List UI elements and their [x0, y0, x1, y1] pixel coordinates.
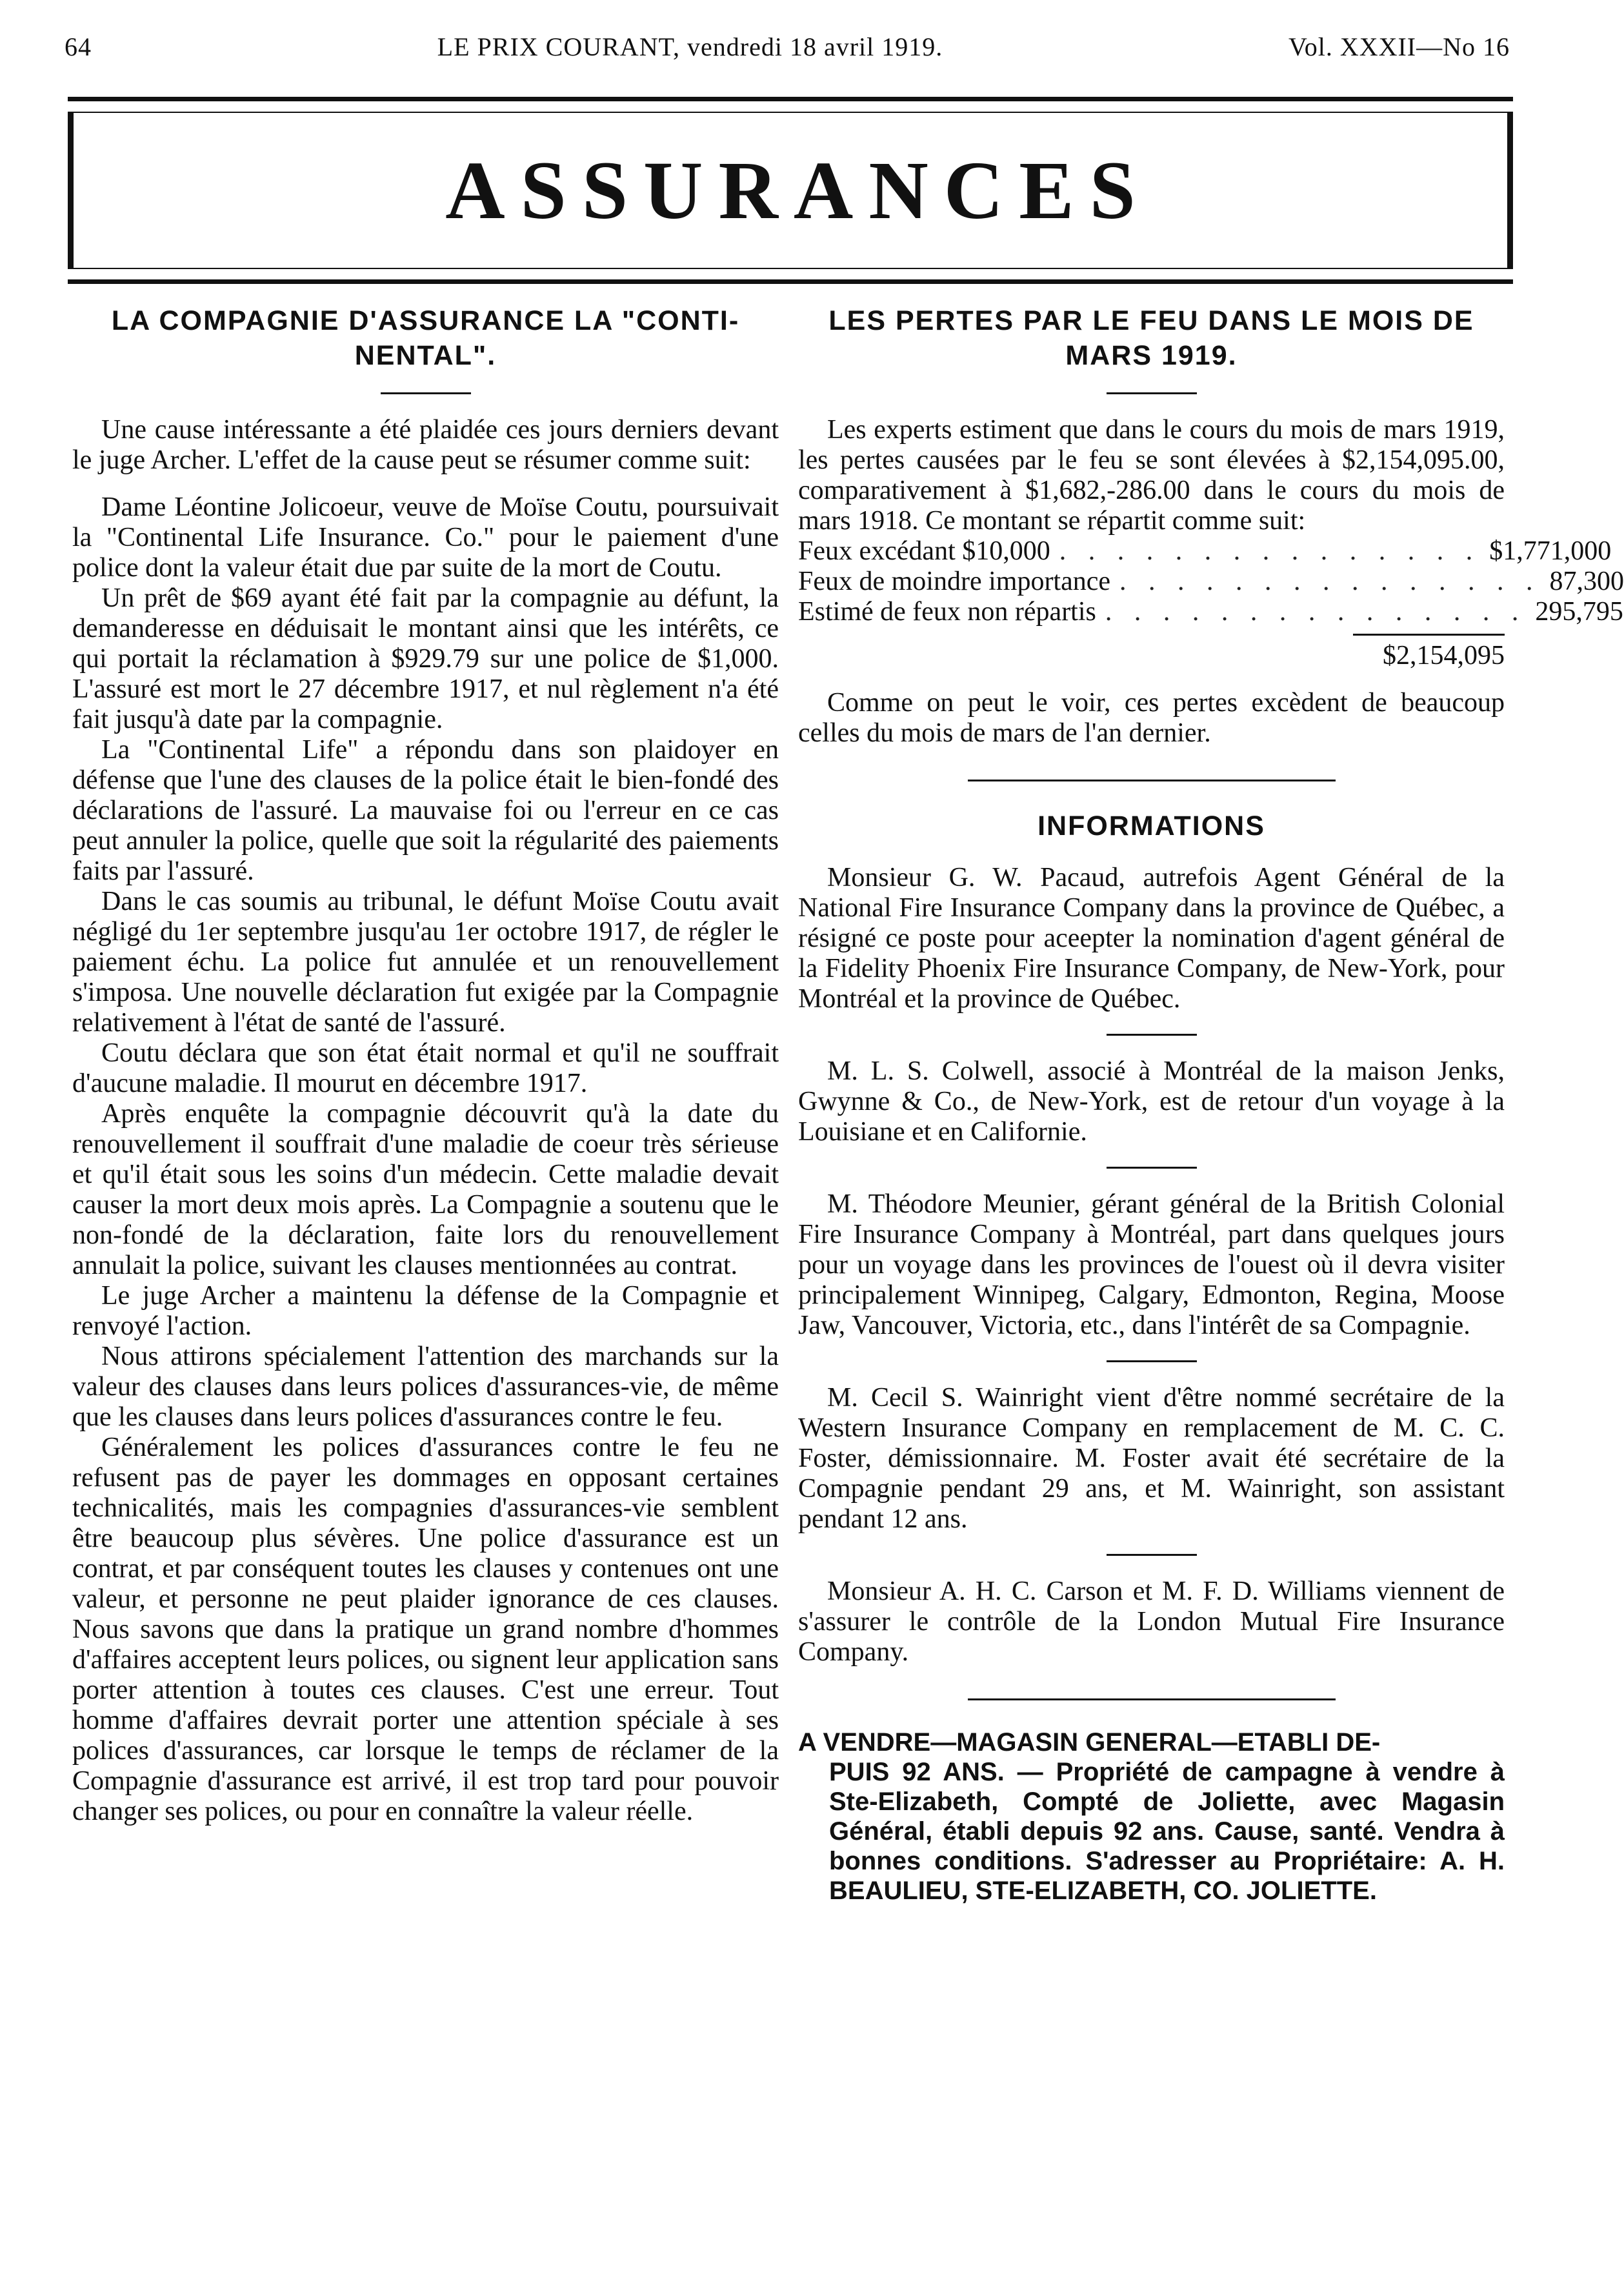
article-paragraph: Une cause intéressante a été plaidée ces jours derniers devant le juge Archer. L'effet de la cause peut se résumer comme suit: — [72, 415, 779, 475]
leader-dots: . . . . . . . . . . . . . . . — [1059, 536, 1481, 566]
running-head — [65, 27, 1510, 66]
row-label: Estimé de feux non répartis — [798, 597, 1096, 627]
fire-outro: Comme on peut le voir, ces pertes excèdent de beaucoup celles du mois de mars de l'an dernier. — [798, 688, 1505, 748]
divider — [1107, 1554, 1197, 1556]
info-item: Monsieur A. H. C. Carson et M. F. D. Williams viennent de s'assurer le contrôle de la London Mutual Fire Insurance Company. — [798, 1576, 1505, 1667]
article-paragraph: Généralement les polices d'assurances contre le feu ne refusent pas de payer les dommages en opposant certaines technicalités, mais les compagnies d'assurances-vie semblent être beaucoup plus sévères. Une police d'assurance est un contrat, et par conséquent toutes les clauses y contenues ont une valeur, et personne ne peut plaider ignorance de ces clauses. Nous savons que dans la pratique un grand nombre d'hommes d'affaires acceptent leurs polices, ou signent leur application sans porter attention à toutes ces clauses. C'est une erreur. Tout homme d'affaires devrait porter une attention spéciale à ses polices d'assurances, car lorsque le temps de réclamer de la Compagnie d'assurance est arrivé, il est trop tard pour pouvoir changer ses polices, ou pour en connaître la valeur réelle. — [72, 1433, 779, 1826]
section-banner — [68, 97, 1513, 284]
left-column — [72, 303, 779, 1827]
leader-dots: . . . . . . . . . . . . . . . — [1119, 567, 1541, 596]
article-paragraph: Le juge Archer a maintenu la défense de la Compagnie et renvoyé l'action. — [72, 1281, 779, 1341]
informations-heading: INFORMATIONS — [1038, 811, 1265, 841]
table-row — [798, 597, 1623, 627]
banner-frame — [68, 112, 1513, 269]
page-number: 64 — [65, 32, 92, 61]
article-paragraph: Un prêt de $69 ayant été fait par la compagnie au défunt, la demanderesse en déduisait le montant ainsi que les intérêts, ce qui portait la réclamation à $929.79 sur une police de $1,000. L'assuré est mort le 27 décembre 1917, et nul règlement n'a été fait jusqu'à date par la compagnie. — [72, 583, 779, 734]
article-paragraph: Dame Léontine Jolicoeur, veuve de Moïse Coutu, poursuivait la "Continental Life Insurance. Co." pour le paiement d'une police dont la valeur était due par suite de la mort de Coutu. — [72, 492, 779, 583]
info-item: M. Cecil S. Wainright vient d'être nommé secrétaire de la Western Insurance Company en remplacement de M. C. C. Foster, démissionnaire. M. Foster avait été secrétaire de la Compagnie pendant 29 ans, et M. Wainright, son assistant pendant 12 ans. — [798, 1383, 1505, 1534]
sale-body: PUIS 92 ANS. — Propriété de campagne à vendre à Ste-Elizabeth, Compté de Joliette, avec Magasin Général, établi depuis 92 ans. Cause, santé. Vendra à bonnes conditions. S'adresser au Propriétaire: A. H. BEAULIEU, STE-ELIZABETH, CO. JOLIETTE. — [829, 1758, 1505, 1905]
divider — [1107, 1167, 1197, 1169]
article-paragraph: Dans le cas soumis au tribunal, le défunt Moïse Coutu avait négligé du 1er septembre jusqu'au 1er octobre 1917, de régler le paiement échu. La police fut annulée et un renouvellement s'imposa. Une nouvelle déclaration fut exigée par la Compagnie relativement à l'état de santé de l'assuré. — [72, 887, 779, 1038]
article-paragraph: Coutu déclara que son état était normal et qu'il ne souffrait d'aucune maladie. Il mourut en décembre 1917. — [72, 1038, 779, 1098]
section-title: ASSURANCES — [445, 144, 1151, 236]
article-heading-continental: LA COMPAGNIE D'ASSURANCE LA "CONTI-NENTAL". — [111, 305, 740, 371]
info-item: M. L. S. Colwell, associé à Montréal de la maison Jenks, Gwynne & Co., de New-York, est de retour d'un voyage à la Louisiane et en Californie. — [798, 1056, 1505, 1147]
article-paragraph: La "Continental Life" a répondu dans son plaidoyer en défense que l'une des clauses de la police était le bien-fondé des déclarations de l'assuré. La mauvaise foi ou l'erreur en ce cas peut annuler la police, quelle que soit la régularité des paiements faits par l'assuré. — [72, 735, 779, 886]
total-rule — [1353, 634, 1505, 636]
leader-dots: . . . . . . . . . . . . . . . — [1105, 597, 1527, 627]
table-row — [798, 536, 1612, 567]
fire-loss-table — [798, 536, 1624, 671]
article-paragraph: Après enquête la compagnie découvrit qu'à la date du renouvellement il souffrait d'une maladie de coeur très sérieuse et qu'il était sous les soins d'un médecin. Cette maladie devait causer la mort deux mois après. La Compagnie a soutenu que le non-fondé de la déclaration, faite lors du renouvellement annulait la police, suivant les clauses mentionnées au contrat. — [72, 1099, 779, 1280]
row-value: 295,795 — [1535, 597, 1623, 627]
info-item: Monsieur G. W. Pacaud, autrefois Agent Général de la National Fire Insurance Company dans la province de Québec, a résigné ce poste pour aceepter la nomination d'agent général de la Fidelity Phoenix Fire Insurance Company, de New-York, pour Montréal et la province de Québec. — [798, 863, 1505, 1014]
journal-title: LE PRIX COURANT, vendredi 18 avril 1919. — [437, 32, 943, 61]
article-paragraph: Nous attirons spécialement l'attention des marchands sur la valeur des clauses dans leurs polices d'assurances-vie, de même que les clauses dans leurs polices d'assurances contre le feu. — [72, 1342, 779, 1432]
article-heading-fire-losses: LES PERTES PAR LE FEU DANS LE MOIS DE MARS 1919. — [828, 305, 1474, 371]
divider — [1107, 392, 1197, 394]
table-total: $2,154,095 — [1383, 641, 1505, 670]
fire-intro: Les experts estiment que dans le cours du mois de mars 1919, les pertes causées par le feu se sont élevées à $2,154,095.00, comparativement à $1,682,-286.00 dans le cours du mois de mars 1918. Ce montant se répartit comme suit: — [798, 415, 1505, 536]
volume-number: Vol. XXXII—No 16 — [1288, 32, 1510, 61]
for-sale-notice — [798, 1727, 1505, 1906]
table-row — [798, 567, 1624, 597]
row-label: Feux de moindre importance — [798, 567, 1111, 596]
sale-headline: A VENDRE—MAGASIN GENERAL—ETABLI DE- — [798, 1728, 1381, 1757]
section-divider — [968, 780, 1336, 781]
divider — [1107, 1034, 1197, 1036]
right-column — [798, 303, 1624, 1906]
divider — [381, 392, 471, 394]
row-value: $1,771,000 — [1489, 536, 1612, 566]
row-label: Feux excédant $10,000 — [798, 536, 1050, 566]
section-divider — [968, 1698, 1336, 1700]
row-value: 87,300 — [1549, 567, 1624, 596]
divider — [1107, 1360, 1197, 1362]
info-item: M. Théodore Meunier, gérant général de la British Colonial Fire Insurance Company à Montréal, part dans quelques jours pour un voyage dans les provinces de l'ouest où il devra visiter principalement Winnipeg, Calgary, Edmonton, Regina, Moose Jaw, Vancouver, Victoria, etc., dans l'intérêt de sa Compagnie. — [798, 1189, 1505, 1340]
